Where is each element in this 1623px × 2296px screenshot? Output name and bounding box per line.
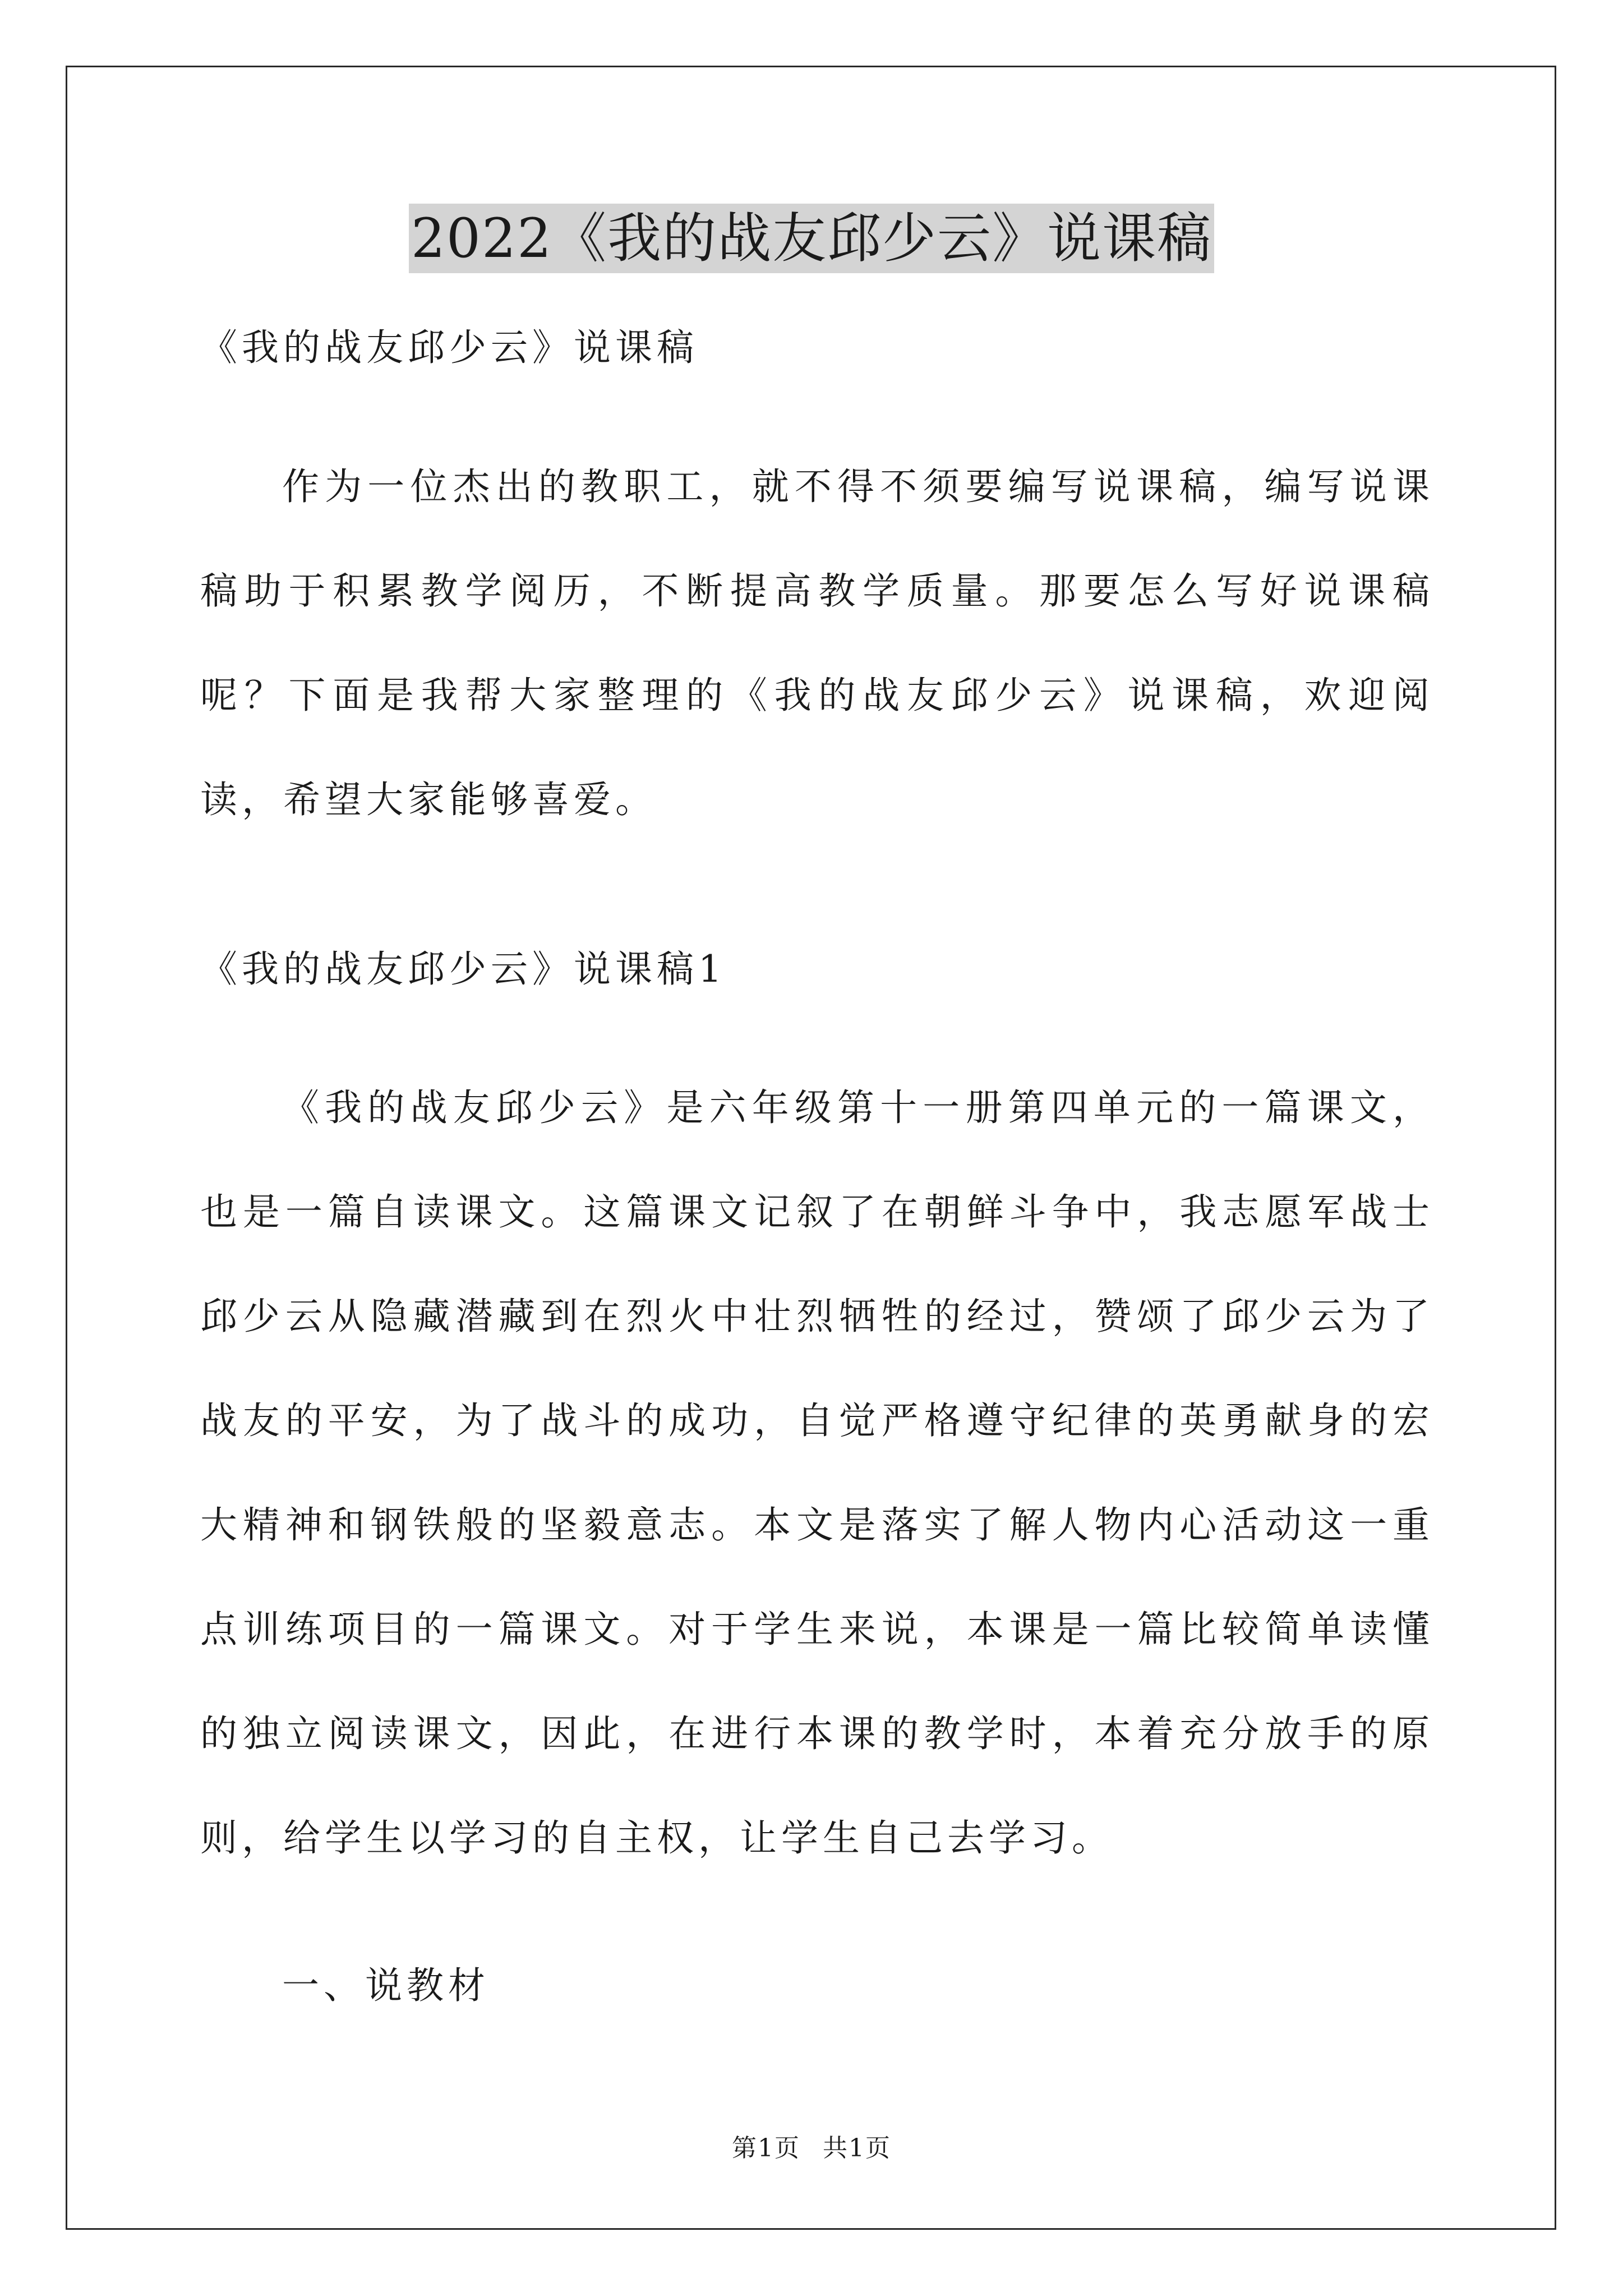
page-current: 第1页: [732, 2134, 800, 2162]
subsection-heading: 一、说教材: [282, 1964, 490, 2007]
document-title-text: 2022《我的战友邱少云》说课稿: [409, 204, 1214, 273]
intro-paragraph: 作为一位杰出的教职工，就不得不须要编写说课稿，编写说课稿助于积累教学阅历，不断提高教学质量。那要怎么写好说课稿呢？下面是我帮大家整理的《我的战友邱少云》说课稿，欢迎阅读，希望大家能够喜爱。: [200, 465, 1434, 821]
section-body-paragraph: 《我的战友邱少云》是六年级第十一册第四单元的一篇课文，也是一篇自读课文。这篇课文记叙了在朝鲜斗争中，我志愿军战士邱少云从隐藏潜藏到在烈火中壮烈牺牲的经过，赞颂了邱少云为了战友的平安，为了战斗的成功，自觉严格遵守纪律的英勇献身的宏大精神和钢铁般的坚毅意志。本文是落实了解人物内心活动这一重点训练项目的一篇课文。对于学生来说，本课是一篇比较简单读懂的独立阅读课文，因此，在进行本课的教学时，本着充分放手的原则，给学生以学习的自主权，让学生自己去学习。: [200, 1086, 1434, 1860]
section-heading: 《我的战友邱少云》说课稿1: [200, 947, 726, 991]
main-heading: 《我的战友邱少云》说课稿: [200, 326, 698, 369]
document-title: [0, 199, 1623, 278]
page-total: 共1页: [823, 2134, 891, 2162]
page-footer: [0, 2132, 1623, 2165]
